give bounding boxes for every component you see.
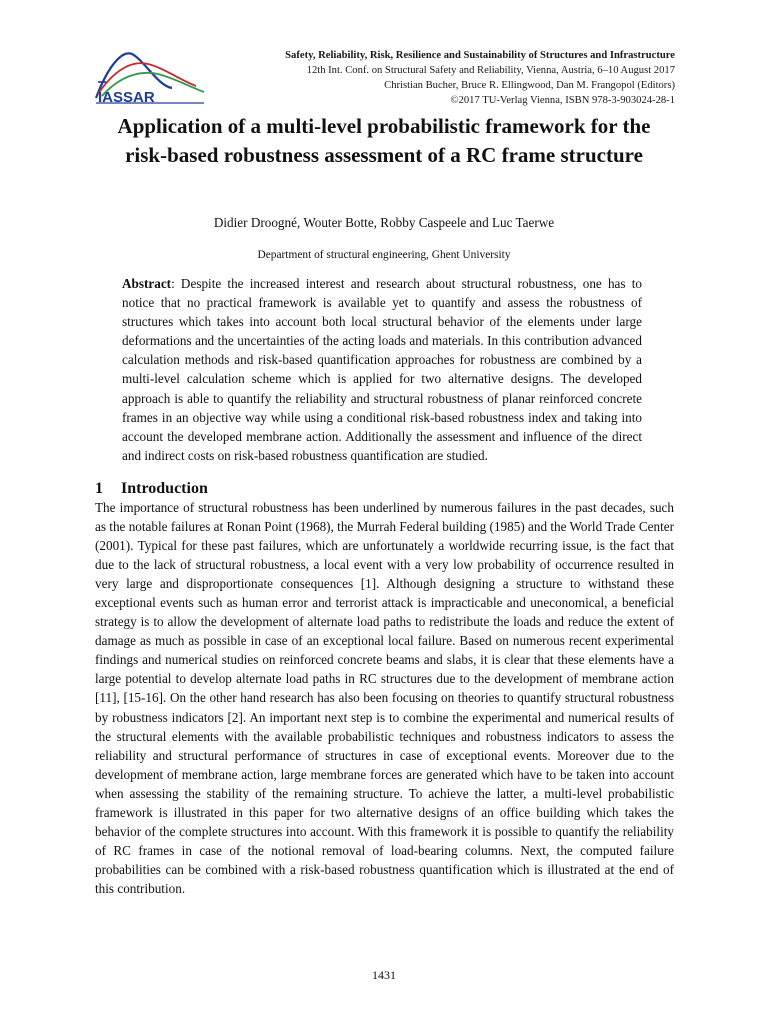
affiliation: Department of structural engineering, Ghent University xyxy=(257,249,511,261)
section-title: Introduction xyxy=(121,480,208,497)
page-number: 1431 xyxy=(372,968,396,982)
abstract-label: Abstract xyxy=(122,276,172,291)
introduction-paragraph: The importance of structural robustness has been underlined by numerous failures in the past decades, such as the notable failures at Ronan Point (1968), the Murrah Federal building (1985) and the World Trade Center (2001). Typical for these past failures, which are unfortunately a worldwide recurring issue, is the fact that due to the lack of structural robustness, a local event with a very low probability of occurrence resulted in very large and disproportionate consequences [1]. Although designing a structure to withstand these exceptional events such as human error and terrorist attack is impracticable and uneconomical, a beneficial strategy is to allow the development of alternate load paths to redistribute the loads and reduce the extent of damage as much as possible in case of an exceptional local failure. Based on numerous recent experimental findings and numerical studies on reinforced concrete beams and slabs, it is clear that these elements have a large potential to develop alternate load paths in RC structures due to the development of membrane action [11], [15-16]. On the other hand research has also been focusing on theories to quantify structural robustness by robustness indicators [2]. An important next step is to combine the experimental and numerical results of the structural elements with the available probabilistic techniques and robustness indicators to assess the reliability and structural performance of structures in case of exceptional events. Moreover due to the development of membrane action, large membrane forces are generated which have to be taken into account when assessing the stability of the remaining structure. To achieve the latter, a multi-level probabilistic framework is illustrated in this paper for two alternative designs of an office building which takes the behavior of the complete structures into account. With this framework it is possible to quantify the reliability of RC frames in case of the notional removal of load-bearing columns. Next, the computed failure probabilities can be combined with a risk-based robustness quantification which is illustrated at the end of this contribution. xyxy=(95,500,674,896)
iassar-logo-graphic xyxy=(92,46,210,104)
section-heading xyxy=(95,479,208,499)
conference-name: 12th Int. Conf. on Structural Safety and Reliability, Vienna, Austria, 6–10 August 2017 xyxy=(306,65,675,76)
abstract xyxy=(122,274,642,465)
abstract-text: : Despite the increased interest and research about structural robustness, one has to notice that no practical framework is available yet to quantify and assess the robustness of structures which takes into account both local structural behavior of the elements under large deformations and the uncertainties of the acting loads and materials. In this contribution advanced calculation methods and risk-based quantification approaches for robustness are combined by a multi-level calculation scheme which is applied for two alternative designs. The developed approach is able to quantify the reliability and structural robustness of planar reinforced concrete frames in an objective way while using a conditional risk-based robustness index and taking into account the developed membrane action. Additionally the assessment and influence of the direct and indirect costs on risk-based robustness quantification are studied. xyxy=(122,276,642,463)
section-number: 1 xyxy=(95,480,103,497)
iassar-logo xyxy=(92,46,210,104)
conference-info xyxy=(285,48,675,108)
logo-text: IASSAR xyxy=(98,89,155,104)
conference-isbn: ©2017 TU-Verlag Vienna, ISBN 978-3-903024-28-1 xyxy=(450,95,675,106)
paper-title: Application of a multi-level probabilistic framework for the risk-based robustness assessment of a RC frame structure xyxy=(117,114,651,167)
conference-series: Safety, Reliability, Risk, Resilience and Sustainability of Structures and Infrastructure xyxy=(285,50,675,61)
conference-editors: Christian Bucher, Bruce R. Ellingwood, Dan M. Frangopol (Editors) xyxy=(384,80,675,91)
authors: Didier Droogné, Wouter Botte, Robby Caspeele and Luc Taerwe xyxy=(213,215,555,230)
